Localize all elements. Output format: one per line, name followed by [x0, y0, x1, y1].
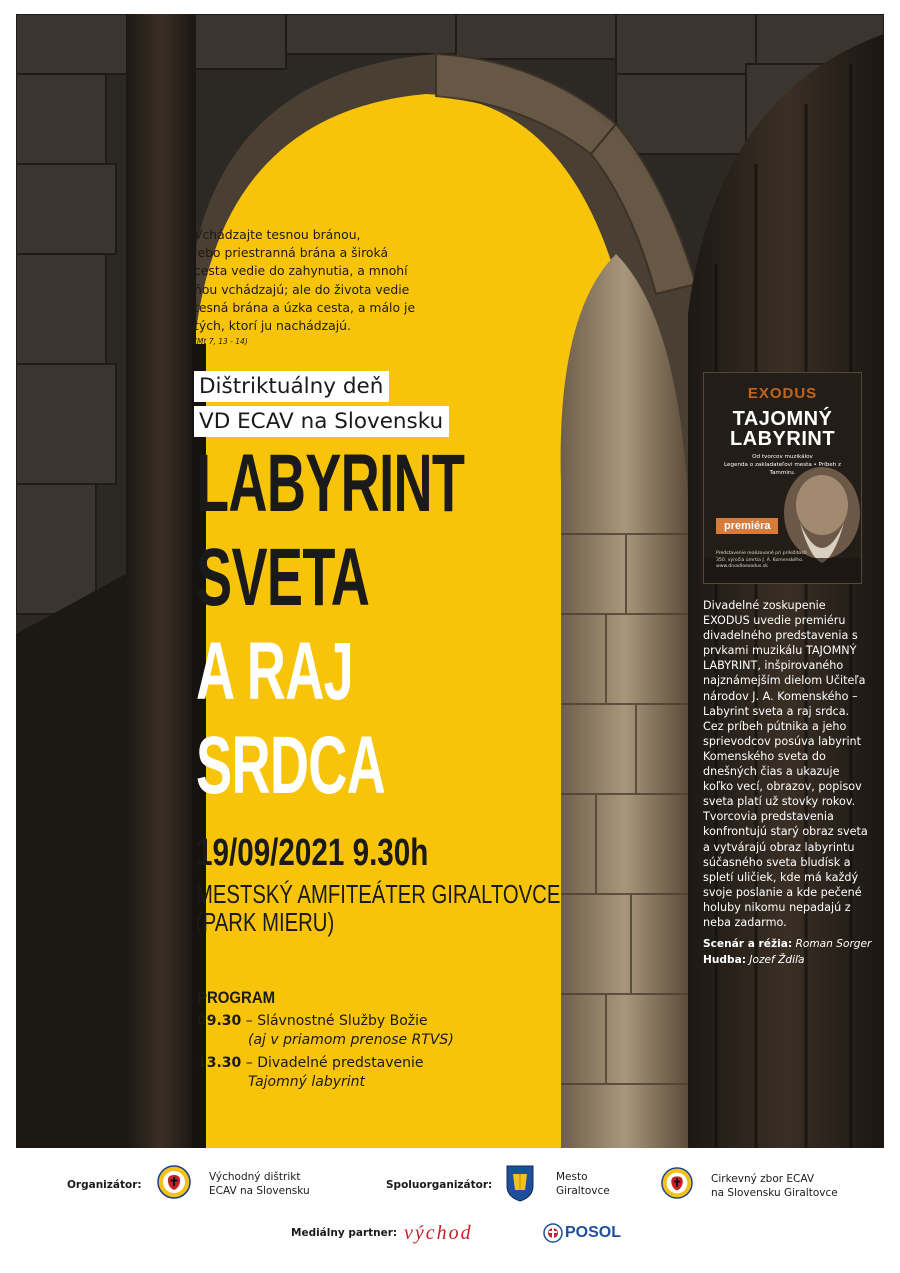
- coorganizer-label: Spoluorganizátor:: [386, 1179, 493, 1191]
- show-description: Divadelné zoskupenie EXODUS uvedie premiéru divadelného predstavenia s prvkami muzikálu TAJOMNÝ LABYRINT, inšpirovaného najznámejším dielom Učiteľa národov J. A. Komenského – Labyrint sveta a raj srdca. Cez príbeh pútnika a jeho sprievodcov posúva labyrint Komenského sveta do dnešných čias a ukazuje koľko vecí, obrazov, popisov sveta platí už stovky rokov. Tvorcovia predstavenia konfrontujú starý obraz sveta a vytvárajú obraz labyrintu súčasného sveta bludísk a spletí uličiek, kde má každý svoje poslanie a kde pečené holuby nikomu nepadajú z neba zadarmo.: [703, 599, 868, 929]
- organizer-line1: Východný dištrikt: [209, 1171, 301, 1183]
- program-title: – Divadelné predstavenie: [245, 1055, 424, 1071]
- organizer-name: [209, 1170, 310, 1198]
- church-name: [711, 1172, 838, 1200]
- credit-script-value: Roman Sorger: [795, 938, 872, 950]
- headline-line1: LABYRINT: [196, 438, 465, 529]
- credit-music: [703, 953, 878, 969]
- poster-title-line2: LABYRINT: [729, 428, 836, 450]
- luther-rose-logo-church: [661, 1167, 693, 1199]
- event-subtitle: [194, 371, 449, 441]
- show-credits: [703, 937, 878, 968]
- program-time: 09.30: [197, 1013, 242, 1029]
- premiere-badge: premiéra: [716, 518, 778, 534]
- headline-line2: SVETA: [196, 532, 370, 623]
- poster-brand: EXODUS: [747, 385, 818, 402]
- subtitle-line1: Dištriktuálny deň: [194, 371, 389, 402]
- program-note: (aj v priamom prenose RTVS): [248, 1032, 454, 1048]
- poster-tagline-line1: Od tvorcov muzikálov: [752, 454, 813, 460]
- organizer-line2: ECAV na Slovensku: [209, 1185, 310, 1197]
- program-heading: PROGRAM: [197, 988, 276, 1007]
- poster-footer-line2: 350. výročia úmrtia J. A. Komenského.: [716, 557, 804, 563]
- main-headline: [196, 437, 464, 813]
- giraltovce-coat-of-arms: [505, 1164, 535, 1202]
- headline-line4: SRDCA: [196, 720, 386, 811]
- subtitle-line2: VD ECAV na Slovensku: [194, 406, 449, 437]
- program-item: [197, 1012, 454, 1050]
- program-time: 13.30: [197, 1055, 242, 1071]
- quote-line: lebo priestranná brána a široká: [194, 245, 389, 261]
- church-line2: na Slovensku Giraltovce: [711, 1187, 838, 1199]
- organizer-label: Organizátor:: [67, 1179, 142, 1191]
- venue-name: MESTSKÝ AMFITEÁTER GIRALTOVCE: [196, 879, 561, 909]
- credit-script: [703, 937, 878, 953]
- poster-title-line1: TAJOMNÝ: [732, 408, 833, 430]
- poster-footer: [716, 551, 811, 571]
- town-line1: Mesto: [556, 1171, 588, 1183]
- poster-footer-line1: Predstavenie realizované pri príležitosti: [716, 551, 807, 556]
- program-section: [197, 988, 454, 1092]
- posol-logo-text: POSOL: [565, 1224, 622, 1241]
- vychod-logo: východ: [404, 1222, 473, 1244]
- event-venue: [196, 880, 560, 936]
- credit-script-label: Scenár a réžia:: [703, 938, 793, 950]
- quote-reference: (Mt 7, 13 - 14): [194, 337, 248, 347]
- credit-music-value: Jozef Ždiľa: [749, 953, 805, 966]
- show-poster: [703, 372, 862, 584]
- credit-music-label: Hudba:: [703, 953, 746, 966]
- quote-line: tých, ktorí ju nachádzajú.: [194, 318, 351, 334]
- event-datetime: 19/09/2021 9.30h: [196, 832, 429, 874]
- poster-tagline-line2: Legenda o zakladateľovi mesta • Príbeh z Tammiru.: [724, 462, 841, 476]
- poster-title: [704, 409, 861, 449]
- poster-tagline: [714, 453, 851, 477]
- quote-line: cesta vedie do zahynutia, a mnohí: [194, 263, 408, 279]
- venue-note: (PARK MIERU): [196, 907, 335, 937]
- program-item: [197, 1054, 454, 1092]
- quote-line: tesná brána a úzka cesta, a málo je: [194, 299, 416, 315]
- quote-line: Vchádzajte tesnou bránou,: [194, 227, 361, 242]
- program-note: Tajomný labyrint: [248, 1074, 366, 1090]
- media-partner-label: Mediálny partner:: [291, 1227, 398, 1239]
- poster-footer-line3: www.divadloexodus.sk: [716, 564, 768, 569]
- program-title: – Slávnostné Služby Božie: [245, 1013, 428, 1029]
- luther-rose-logo: [157, 1165, 191, 1199]
- town-line2: Giraltovce: [556, 1185, 610, 1197]
- town-name: [556, 1170, 610, 1198]
- bible-quote: [194, 226, 424, 349]
- posol-logo-icon: [543, 1223, 563, 1243]
- headline-line3: A RAJ: [196, 626, 354, 717]
- quote-line: ňou vchádzajú; ale do života vedie: [194, 281, 410, 297]
- church-line1: Cirkevný zbor ECAV: [711, 1173, 815, 1185]
